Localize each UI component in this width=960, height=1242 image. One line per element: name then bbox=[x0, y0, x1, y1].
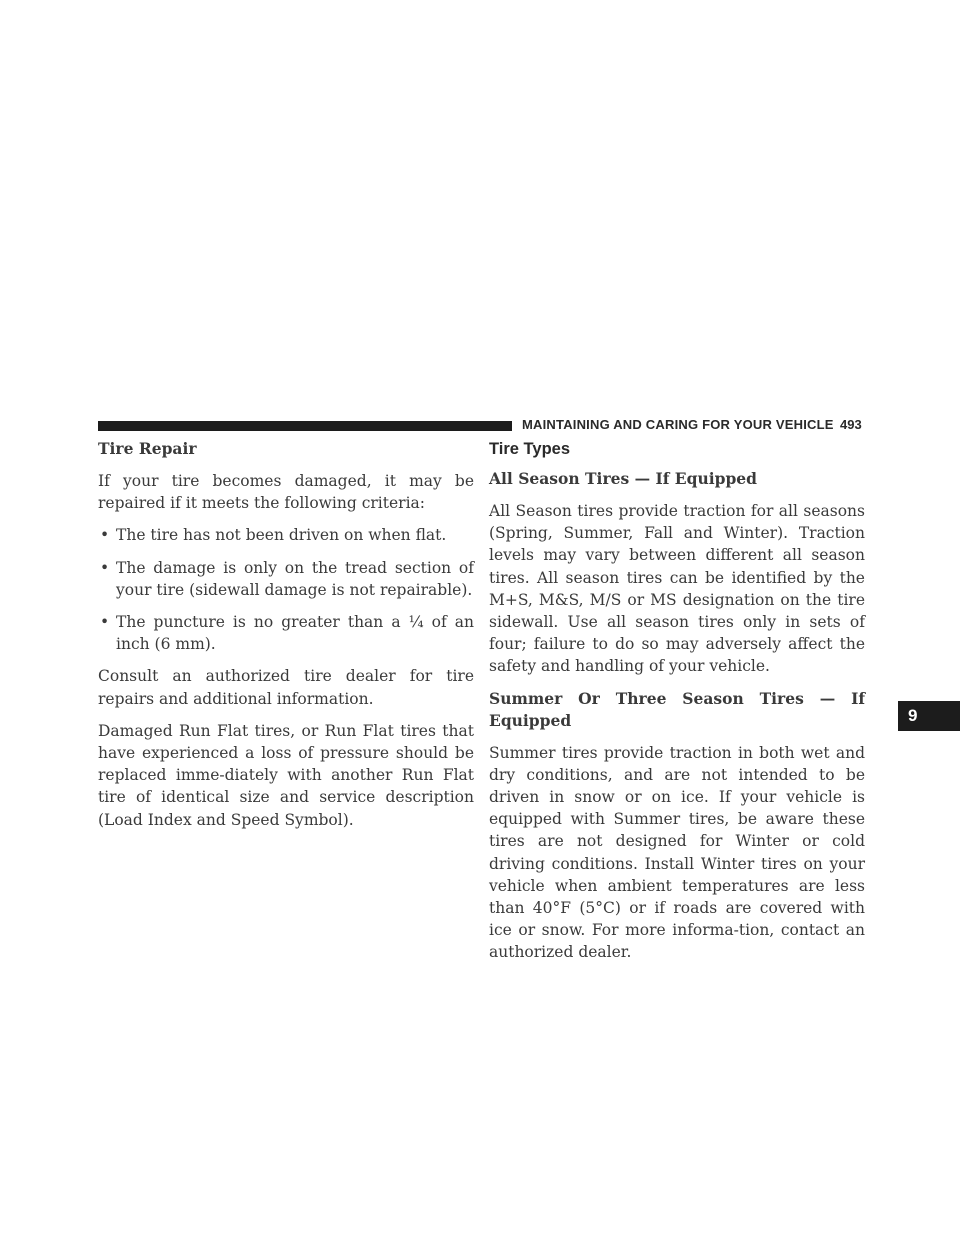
chapter-tab: 9 bbox=[898, 701, 960, 731]
list-item-text: The tire has not been driven on when flat. bbox=[116, 526, 447, 545]
dealer-consult-paragraph: Consult an authorized tire dealer for tire repairs and additional information. bbox=[98, 667, 474, 708]
running-header-title: MAINTAINING AND CARING FOR YOUR VEHICLE bbox=[522, 417, 834, 432]
list-item-text: The damage is only on the tread section of your tire (sidewall damage is not repairable). bbox=[116, 558, 474, 599]
tire-repair-heading: Tire Repair bbox=[98, 439, 197, 458]
list-item bbox=[98, 524, 474, 546]
all-season-paragraph: All Season tires provide traction for all seasons (Spring, Summer, Fall and Winter). Traction levels may vary between different all season tires. All season tires can be identified by the M+S, M&S, M/S or MS designation on the tire sidewall. Use all season tires only in sets of four; failure to do so may adversely affect the safety and handling of your vehicle. bbox=[489, 502, 865, 676]
header-rule bbox=[98, 421, 512, 431]
list-item-text: The puncture is no greater than a ¼ of an inch (6 mm). bbox=[116, 613, 474, 654]
list-item bbox=[98, 611, 474, 655]
left-column bbox=[98, 438, 474, 841]
all-season-heading: All Season Tires — If Equipped bbox=[489, 469, 757, 488]
right-column bbox=[489, 438, 865, 974]
bullet-icon: • bbox=[100, 526, 110, 545]
bullet-icon: • bbox=[100, 613, 110, 632]
run-flat-paragraph: Damaged Run Flat tires, or Run Flat tires that have experienced a loss of pressure should be replaced imme-diately with another Run Flat tire of identical size and service description (Load Index and Speed Symbol). bbox=[98, 721, 474, 829]
summer-tires-heading: Summer Or Three Season Tires — If Equipped bbox=[489, 688, 865, 730]
list-item bbox=[98, 557, 474, 601]
bullet-icon: • bbox=[100, 558, 110, 577]
tire-repair-intro: If your tire becomes damaged, it may be repaired if it meets the following criteria: bbox=[98, 472, 474, 513]
summer-tires-paragraph: Summer tires provide traction in both wet and dry conditions, and are not intended to be driven in snow or on ice. If your vehicle is equipped with Summer tires, be aware these tires are not designed for Winter or cold driving conditions. Install Winter tires on your vehicle when ambient temperatures are less than 40°F (5°C) or if roads are covered with ice or snow. For more informa-tion, contact an authorized dealer. bbox=[489, 743, 865, 962]
repair-criteria-list bbox=[98, 524, 474, 655]
tire-types-heading: Tire Types bbox=[489, 440, 571, 458]
page-number: 493 bbox=[840, 417, 862, 432]
